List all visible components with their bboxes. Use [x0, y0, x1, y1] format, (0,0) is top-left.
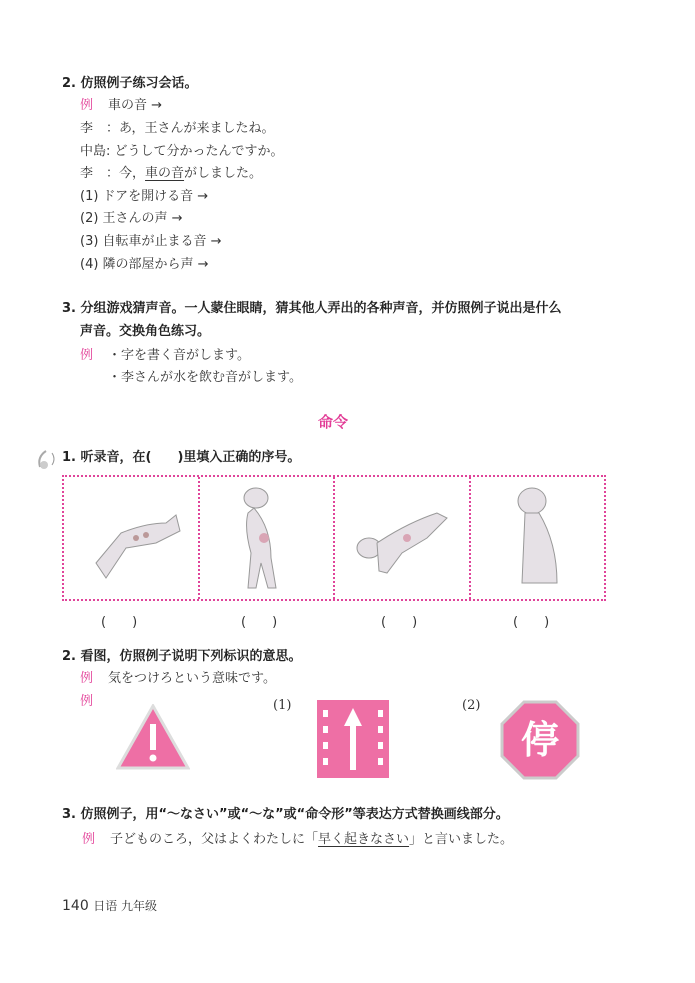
line: がしました。: [184, 166, 263, 181]
dog-picture-sitting: [471, 477, 605, 599]
example-text: ・字を書く音がします。: [108, 348, 250, 363]
example-label: 例: [80, 671, 94, 686]
example-text: 気をつけろという意味です。: [108, 671, 276, 686]
dog-picture-leaping: [335, 477, 471, 599]
dog-picture-standing: [200, 477, 336, 599]
dog-jumping-icon: [76, 493, 186, 583]
dog-picture-frame: [62, 475, 606, 601]
line: ：今，: [106, 166, 146, 181]
dialogue-line: [80, 166, 262, 182]
dog-standing-icon: [226, 483, 306, 593]
example-label: 例: [80, 348, 94, 363]
stop-sign-text: 停: [520, 718, 559, 762]
speaker: 中島: [80, 144, 107, 159]
speaker: 李: [80, 121, 107, 136]
q3-title-cont: 声音。交换角色练习。: [80, 324, 211, 339]
answer-blank[interactable]: ( ): [381, 615, 418, 630]
exercise-item: (1) ドアを開ける音 →: [80, 189, 209, 204]
dialogue-line: [80, 121, 275, 137]
underlined-phrase: 早く起きなさい: [318, 832, 410, 847]
sign-label: (2): [462, 698, 481, 713]
q3-title: 3. 分组游戏猜声音。一人蒙住眼睛，猜其他人弄出的各种声音，并仿照例子说出是什么: [62, 301, 562, 316]
example-label: 例: [80, 98, 94, 113]
dog-sitting-icon: [497, 483, 577, 593]
dog-picture-jumping: [64, 477, 200, 599]
section-heading: 命令: [318, 413, 349, 431]
q3-title: 3. 仿照例子，用“～なさい”或“～な”或“命令形”等表达方式替换画线部分。: [62, 807, 509, 822]
answer-blank[interactable]: ( ): [101, 615, 138, 630]
q2-title: 2. 看图，仿照例子说明下列标识的意思。: [62, 649, 302, 664]
warning-sign-icon: [116, 704, 190, 770]
exercise-item: (3) 自転車が止まる音 →: [80, 234, 222, 249]
underlined-phrase: 車の音: [145, 166, 185, 181]
page-number: 140: [62, 898, 89, 914]
exercise-item: (4) 隣の部屋から声 →: [80, 257, 209, 272]
audio-listen-icon: [34, 447, 58, 471]
dialogue-line: [80, 144, 284, 160]
example-label: 例: [80, 694, 94, 709]
example-sentence: [110, 832, 513, 848]
book-title: 日语 九年级: [93, 899, 158, 913]
example-text: ・李さんが水を飲む音がします。: [108, 370, 302, 385]
q1-title: 1. 听录音，在( )里填入正确的序号。: [62, 450, 301, 465]
answer-blank[interactable]: ( ): [513, 615, 550, 630]
example-prompt: 車の音 →: [108, 98, 163, 113]
text: 子どものころ，父はよくわたしに「: [110, 832, 319, 847]
stop-sign: [500, 700, 580, 780]
line: : どうして分かったんですか。: [106, 144, 284, 159]
page-footer: [62, 897, 157, 914]
line: ：あ，王さんが来ましたね。: [106, 121, 275, 136]
text: 」と言いました。: [409, 832, 514, 847]
dog-leaping-icon: [347, 493, 457, 583]
example-label: 例: [82, 832, 96, 847]
speaker: 李: [80, 166, 107, 181]
answer-blank[interactable]: ( ): [241, 615, 278, 630]
exercise-item: (2) 王さんの声 →: [80, 211, 183, 226]
one-way-lane-sign-icon: [317, 700, 389, 778]
q2-title: 2. 仿照例子练习会话。: [62, 76, 198, 91]
sign-label: (1): [273, 698, 292, 713]
